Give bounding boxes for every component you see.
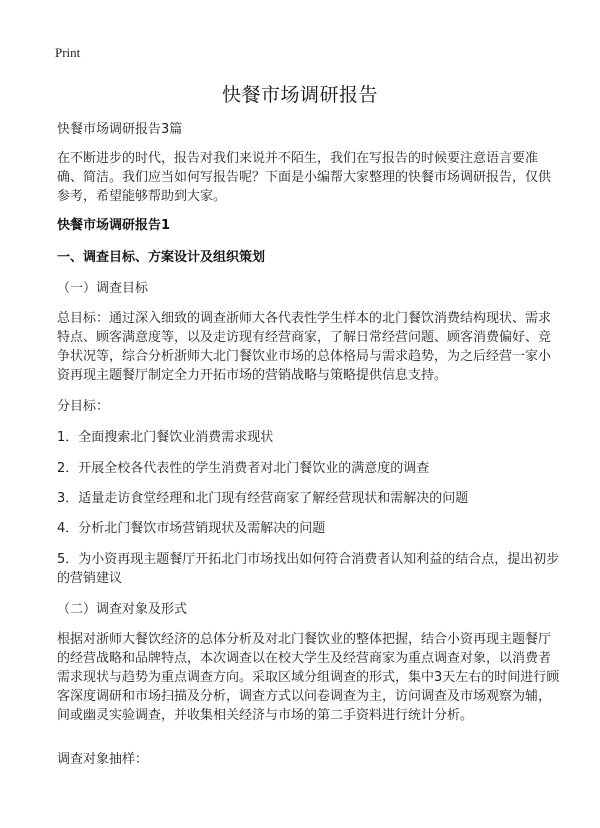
report-heading: 快餐市场调研报告1 (57, 218, 171, 233)
list-item: 3．适量走访食堂经理和北门现有经营商家了解经营现状和需解决的问题 (57, 491, 469, 506)
list-item: 2．开展全校各代表性的学生消费者对北门餐饮业的满意度的调查 (57, 461, 430, 476)
page-title: 快餐市场调研报告 (221, 84, 378, 106)
list-item: 1．全面搜索北门餐饮业消费需求现状 (57, 430, 274, 445)
list-item: 5．为小资再现主题餐厅开拓北门市场找出如何符合消费者认知利益的结合点，提出初步的营销建议 (57, 552, 560, 586)
document-subtitle: 快餐市场调研报告3篇 (57, 122, 183, 137)
subsection-heading: （二）调查对象及形式 (57, 602, 188, 617)
method-paragraph: 根据对浙师大餐饮经济的总体分析及对北门餐饮业的整体把握，结合小资再现主题餐厅的经营战略和品牌特点，本次调查以在校大学生及经营商家为重点调查对象，以消费者需求现状与趋势为重点调查方向。采取区域分组调查的形式，集中3天左右的时间进行顾客深度调研和市场扫描及分析，调查方式以问卷调查为主，访问调查及市场观察为辅，间或幽灵实验调查，并收集相关经济与市场的第二手资料进行统计分析。 (57, 632, 560, 723)
section-heading: 一、调查目标、方案设计及组织策划 (57, 250, 266, 265)
print-link[interactable]: Print (55, 45, 81, 60)
subsection-heading: （一）调查目标 (57, 281, 149, 296)
sampling-label: 调查对象抽样： (57, 752, 149, 767)
sub-goals-label: 分目标： (57, 399, 110, 414)
intro-paragraph: 在不断进步的时代，报告对我们来说并不陌生，我们在写报告的时候要注意语言要准确、简洁。我们应当如何写报告呢？下面是小编帮大家整理的快餐市场调研报告，仅供参考，希望能够帮助到大家。 (57, 151, 552, 204)
overall-goal-paragraph: 总目标：通过深入细致的调查浙师大各代表性学生样本的北门餐饮消费结构现状、需求特点、顾客满意度等，以及走访现有经营商家，了解日常经营问题、顾客消费偏好、竞争状况等，综合分析浙师大北门餐饮业市场的总体格局与需求趋势，为之后经营一家小资再现主题餐厅制定全力开拓市场的营销战略与策略提供信息支持。 (57, 311, 552, 383)
list-item: 4．分析北门餐饮市场营销现状及需解决的问题 (57, 521, 326, 536)
